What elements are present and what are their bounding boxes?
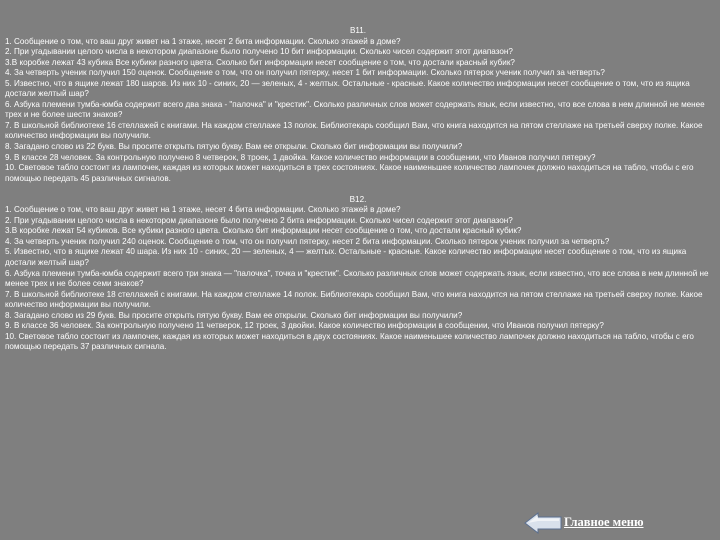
- question-b12-5: 5. Известно, что в ящике лежат 40 шара. Из них 10 - синих, 20 — зеленых, 4 — желтых. Остальные - красные. Какое количество информации несет сообщение о том, что из ящика достали желтый шар?: [5, 247, 687, 267]
- question-b12-10: 10. Световое табло состоит из лампочек, каждая из которых может находиться в двух состояниях. Какое наименьшее количество лампочек должно находиться на табло, чтобы с его помощью передать 37 различных сигнала.: [5, 331, 694, 352]
- question-b12-6: 6. Азбука племени тумба-юмба содержит всего три знака — "палочка", точка и "крестик". Сколько различных слов может содержать язык, если известно, что все слова в нем длинной не менее трех и не более семи знаков?: [5, 268, 709, 289]
- question-b11-9: 9. В классе 28 человек. За контрольную получено 8 четверок, 8 троек, 1 двойка. Какое количество информации в сообщении, что Иванов получил пятерку?: [5, 152, 596, 162]
- section-title-b11: B11.: [349, 26, 367, 35]
- question-b12-7: 7. В школьной библиотеке 18 стеллажей с книгами. На каждом стеллаже 14 полок. Библиотекарь сообщил Вам, что книга находится на пятом стеллаже на третьей сверху полке. Какое количество информации вы получили.: [5, 289, 703, 310]
- section-b11: [5, 26, 711, 184]
- question-b12-4: 4. За четверть ученик получил 240 оценок. Сообщение о том, что он получил пятерку, несет 2 бита информации. Сколько пятерок ученик получил за четверть?: [5, 236, 610, 246]
- question-b12-3: 3.В коробке лежат 54 кубиков. Все кубики разного цвета. Сколько бит информации несет сообщение о том, что достали красный кубик?: [5, 226, 522, 236]
- question-b11-4: 4. За четверть ученик получил 150 оценок. Сообщение о том, что он получил пятерку, несет 1 бит информации. Сколько пятерок ученик получил за четверть?: [5, 68, 605, 78]
- question-b11-3: 3.В коробке лежат 43 кубика Все кубики разного цвета. Сколько бит информации несет сообщение о том, что достали красный кубик?: [5, 57, 515, 67]
- section-b12: [5, 195, 711, 353]
- question-b12-8: 8. Загадано слово из 29 букв. Вы просите открыть пятую букву. Вам ее открыли. Сколько бит информации вы получили?: [5, 310, 463, 320]
- question-b12-2: 2. При угадывании целого числа в некотором диапазоне было получено 2 бита информации. Сколько чисел содержит этот диапазон?: [5, 215, 513, 225]
- section-title-b12: B12.: [349, 194, 367, 204]
- question-b12-9: 9. В классе 36 человек. За контрольную получено 11 четверок, 12 троек, 3 двойки. Какое количество информации в сообщении, что Иванов получил пятерку?: [5, 321, 604, 331]
- question-b11-5: 5. Известно, что в ящике лежат 180 шаров. Из них 10 - синих, 20 — зеленых, 4 - желтых. Остальные - красные. Какое количество информации несет сообщение о том, что из ящика достали желтый шар?: [5, 78, 690, 99]
- question-b11-2: 2. При угадывании целого числа в некотором диапазоне было получено 10 бит информации. Сколько чисел содержит этот диапазон?: [5, 47, 513, 57]
- question-b11-8: 8. Загадано слово из 22 букв. Вы просите открыть пятую букву. Вам ее открыли. Сколько бит информации вы получили?: [5, 142, 463, 152]
- question-b11-6: 6. Азбука племени тумба-юмба содержит всего два знака - "палочка" и "крестик". Сколько различных слов может содержать язык, если известно, что все слова в нем длинной не менее трех и не более шести знаков?: [5, 99, 705, 120]
- main-menu-link[interactable]: Главное меню: [564, 515, 644, 529]
- slide-content: [5, 26, 711, 353]
- question-b12-1: 1. Сообщение о том, что ваш друг живет на 1 этаже, несет 4 бита информации. Сколько этажей в доме?: [5, 205, 401, 215]
- main-menu-button[interactable]: [524, 512, 706, 534]
- question-b11-10: 10. Световое табло состоит из лампочек, каждая из которых может находиться в трех состояниях. Какое наименьшее количество лампочек должно находиться на табло, чтобы с его помощью передать 45 различных сигналов.: [5, 163, 694, 183]
- section-gap: [5, 184, 711, 195]
- question-b11-7: 7. В школьной библиотеке 16 стеллажей с книгами. На каждом стеллаже 13 полок. Библиотекарь сообщил Вам, что книга находится на пятом стеллаже на третьей сверху полке. Какое количество информации вы получили.: [5, 120, 703, 141]
- left-arrow-icon[interactable]: [524, 512, 562, 534]
- question-b11-1: 1. Сообщение о том, что ваш друг живет на 1 этаже, несет 2 бита информации. Сколько этажей в доме?: [5, 36, 401, 46]
